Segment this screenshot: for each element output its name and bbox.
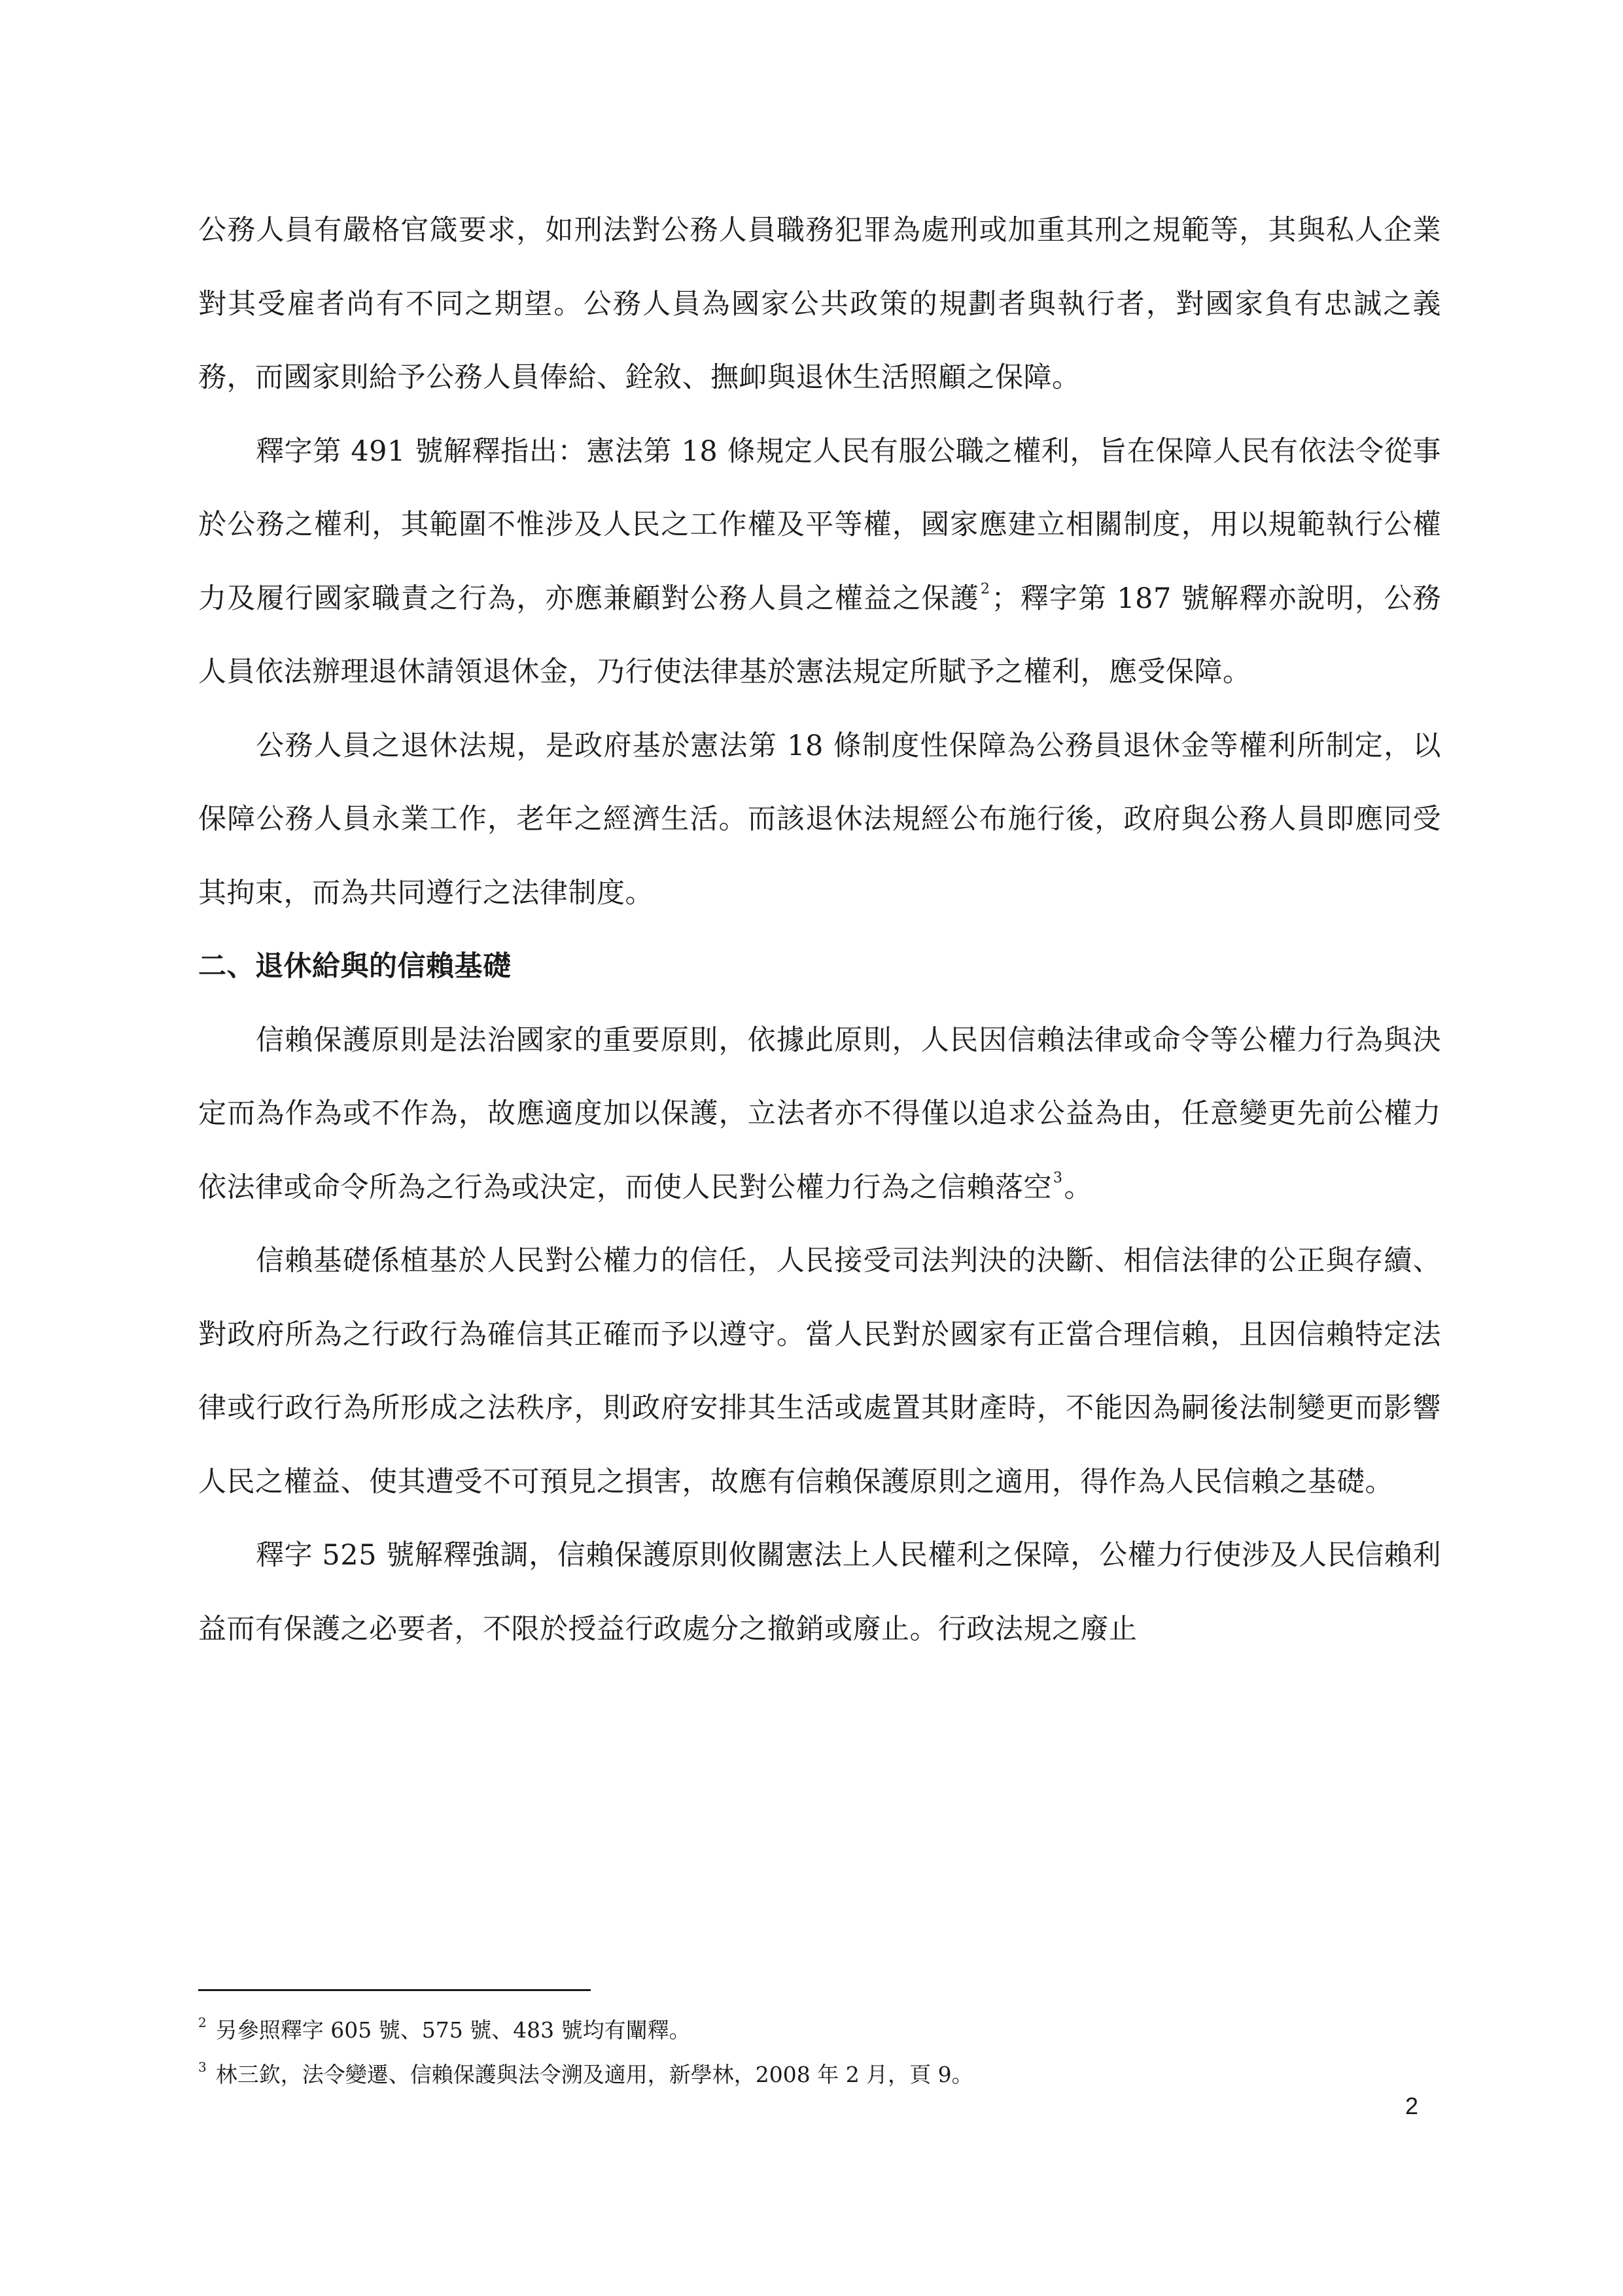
footnote-separator bbox=[198, 1989, 591, 1991]
footnote-2 bbox=[198, 2006, 1441, 2047]
footnote-mark: 2 bbox=[198, 2015, 207, 2030]
body-text bbox=[198, 194, 1441, 1666]
paragraph-6: 釋字 525 號解釋強調，信賴保護原則攸關憲法上人民權利之保障，公權力行使涉及人民信賴利益而有保護之必要者，不限於授益行政處分之撤銷或廢止。行政法規之廢止 bbox=[198, 1539, 1441, 1646]
paragraph-5: 信賴基礎係植基於人民對公權力的信任，人民接受司法判決的決斷、相信法律的公正與存續、對政府所為之行政行為確信其正確而予以遵守。當人民對於國家有正當合理信賴，且因信賴特定法律或行政行為所形成之法秩序，則政府安排其生活或處置其財產時，不能因為嗣後法制變更而影響人民之權益、使其遭受不可預見之損害，故應有信賴保護原則之適用，得作為人民信賴之基礎。 bbox=[198, 1245, 1441, 1498]
footnote-ref-3[interactable]: 3 bbox=[1053, 1169, 1063, 1186]
page-number: 2 bbox=[1405, 2093, 1419, 2119]
footnote-ref-2[interactable]: 2 bbox=[980, 580, 990, 597]
paragraph-1: 公務人員有嚴格官箴要求，如刑法對公務人員職務犯罪為處刑或加重其刑之規範等，其與私人企業對其受雇者尚有不同之期望。公務人員為國家公共政策的規劃者與執行者，對國家負有忠誠之義務，而國家則給予公務人員俸給、銓敘、撫卹與退休生活照顧之保障。 bbox=[198, 214, 1441, 394]
footnote-mark: 3 bbox=[198, 2059, 207, 2075]
footnotes bbox=[198, 2006, 1441, 2095]
footnote-3 bbox=[198, 2051, 1441, 2091]
paragraph-3: 公務人員之退休法規，是政府基於憲法第 18 條制度性保障為公務員退休金等權利所制定，以保障公務人員永業工作，老年之經濟生活。而該退休法規經公布施行後，政府與公務人員即應同受其拘束，而為共同遵行之法律制度。 bbox=[198, 729, 1441, 910]
paragraph-2: 釋字第 491 號解釋指出：憲法第 18 條規定人民有服公職之權利，旨在保障人民有依法令從事於公務之權利，其範圍不惟涉及人民之工作權及平等權，國家應建立相關制度，用以規範執行公權力及履行國家職責之行為，亦應兼顧對公務人員之權益之保護$^2$；釋字第 187 號解釋亦說明，公務人員依法辦理退休請領退休金，乃行使法律基於憲法規定所賦予之權利，應受保障。 bbox=[198, 434, 1441, 688]
footnote-text: 另參照釋字 605 號、575 號、483 號均有闡釋。 bbox=[215, 2017, 691, 2043]
footnote-text: 林三欽，法令變遷、信賴保護與法令溯及適用，新學林，2008 年 2 月，頁 9。 bbox=[215, 2062, 973, 2087]
paragraph-4: 信賴保護原則是法治國家的重要原則，依據此原則，人民因信賴法律或命令等公權力行為與決定而為作為或不作為，故應適度加以保護，立法者亦不得僅以追求公益為由，任意變更先前公權力依法律或命令所為之行為或決定，而使人民對公權力行為之信賴落空$^3$。 bbox=[198, 1023, 1441, 1204]
section-heading: 二、退休給與的信賴基礎 bbox=[198, 950, 512, 983]
